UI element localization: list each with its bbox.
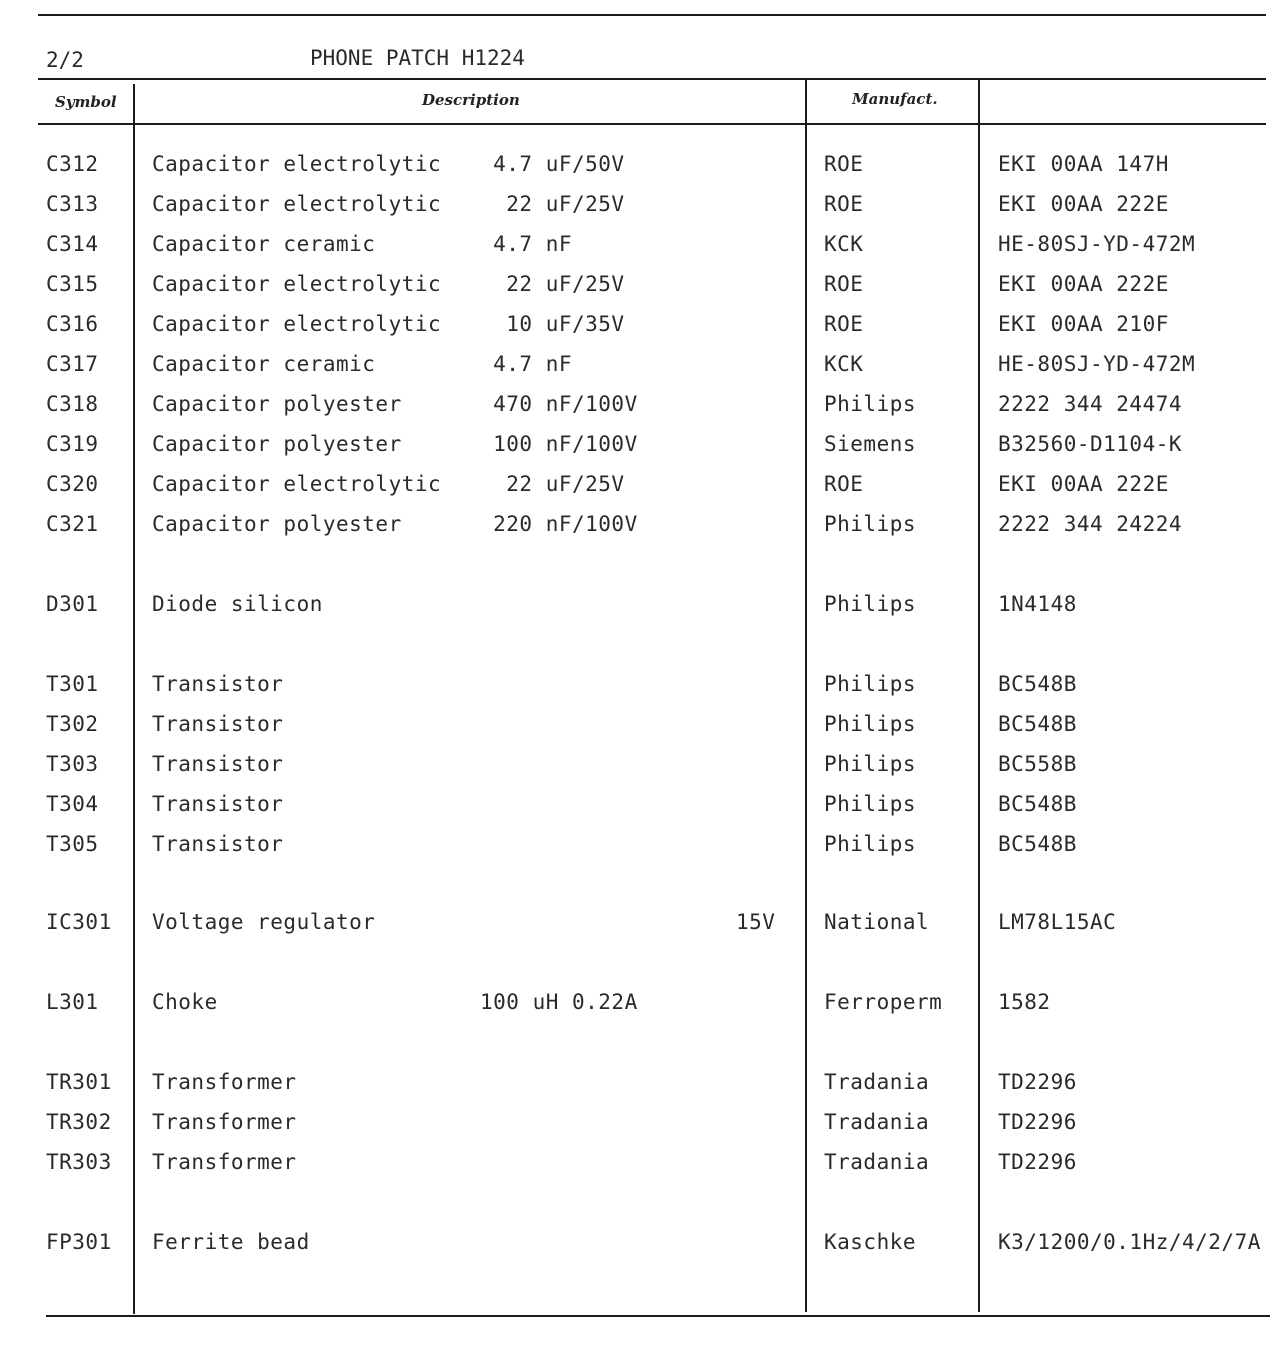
value-cell: 100 nF/100V xyxy=(480,432,638,456)
table-row xyxy=(0,232,1282,272)
value-cell: 22 uF/25V xyxy=(480,272,625,296)
description-cell: Transistor xyxy=(152,752,284,776)
description-cell: Diode silicon xyxy=(152,592,323,616)
part-number-cell: B32560-D1104-K xyxy=(998,432,1183,456)
table-row xyxy=(0,1150,1282,1190)
manufacturer-cell: KCK xyxy=(824,352,864,376)
part-number-cell: EKI 00AA 210F xyxy=(998,312,1169,336)
manufacturer-cell: Ferroperm xyxy=(824,990,943,1014)
part-number-cell: HE-80SJ-YD-472M xyxy=(998,352,1196,376)
description-cell: Ferrite bead xyxy=(152,1230,310,1254)
table-row xyxy=(0,472,1282,512)
description-cell: Transistor xyxy=(152,832,284,856)
description-cell: Capacitor polyester xyxy=(152,392,402,416)
description-cell: Transistor xyxy=(152,672,284,696)
table-row xyxy=(0,192,1282,232)
manufacturer-cell: Philips xyxy=(824,392,917,416)
symbol-cell: C312 xyxy=(46,152,99,176)
symbol-cell: IC301 xyxy=(46,910,112,934)
table-row xyxy=(0,832,1282,872)
value-cell: 100 uH 0.22A xyxy=(480,990,638,1014)
table-row xyxy=(0,432,1282,472)
symbol-cell: C314 xyxy=(46,232,99,256)
manufacturer-cell: National xyxy=(824,910,930,934)
value-cell: 4.7 nF xyxy=(480,352,573,376)
table-row xyxy=(0,152,1282,192)
manufacturer-cell: Philips xyxy=(824,832,917,856)
manufacturer-cell: Philips xyxy=(824,672,917,696)
manufacturer-cell: KCK xyxy=(824,232,864,256)
manufacturer-cell: Philips xyxy=(824,752,917,776)
description-cell: Capacitor ceramic xyxy=(152,352,376,376)
table-row xyxy=(0,910,1282,950)
part-number-cell: BC558B xyxy=(998,752,1077,776)
manufacturer-cell: ROE xyxy=(824,272,864,296)
symbol-cell: TR303 xyxy=(46,1150,112,1174)
value-cell: 22 uF/25V xyxy=(480,472,625,496)
table-row xyxy=(0,272,1282,312)
part-number-cell: TD2296 xyxy=(998,1110,1077,1134)
symbol-cell: T301 xyxy=(46,672,99,696)
table-row xyxy=(0,990,1282,1030)
manufacturer-cell: Philips xyxy=(824,712,917,736)
manufacturer-cell: ROE xyxy=(824,152,864,176)
table-row xyxy=(0,792,1282,832)
description-cell: Choke xyxy=(152,990,218,1014)
bottom-rule xyxy=(46,1315,1270,1317)
symbol-cell: C319 xyxy=(46,432,99,456)
description-cell: Transistor xyxy=(152,712,284,736)
manufacturer-cell: Siemens xyxy=(824,432,917,456)
symbol-cell: TR301 xyxy=(46,1070,112,1094)
symbol-cell: C313 xyxy=(46,192,99,216)
page-number: 2/2 xyxy=(46,48,84,72)
symbol-cell: C317 xyxy=(46,352,99,376)
part-number-cell: TD2296 xyxy=(998,1070,1077,1094)
symbol-cell: D301 xyxy=(46,592,99,616)
manufacturer-cell: Philips xyxy=(824,592,917,616)
value-cell: 15V xyxy=(736,910,776,934)
table-row xyxy=(0,592,1282,632)
part-number-cell: HE-80SJ-YD-472M xyxy=(998,232,1196,256)
table-row xyxy=(0,672,1282,712)
part-number-cell: EKI 00AA 222E xyxy=(998,472,1169,496)
header-top-rule xyxy=(38,78,1266,80)
top-rule xyxy=(38,14,1266,16)
description-cell: Capacitor electrolytic xyxy=(152,272,442,296)
description-cell: Capacitor electrolytic xyxy=(152,312,442,336)
part-number-cell: EKI 00AA 222E xyxy=(998,272,1169,296)
symbol-cell: C321 xyxy=(46,512,99,536)
manufacturer-cell: Philips xyxy=(824,512,917,536)
symbol-cell: C320 xyxy=(46,472,99,496)
table-row xyxy=(0,512,1282,552)
page-title: PHONE PATCH H1224 xyxy=(310,46,525,70)
part-number-cell: TD2296 xyxy=(998,1150,1077,1174)
value-cell: 470 nF/100V xyxy=(480,392,638,416)
symbol-cell: C316 xyxy=(46,312,99,336)
symbol-cell: FP301 xyxy=(46,1230,112,1254)
description-cell: Capacitor electrolytic xyxy=(152,152,442,176)
description-cell: Voltage regulator xyxy=(152,910,376,934)
part-number-cell: BC548B xyxy=(998,672,1077,696)
symbol-cell: L301 xyxy=(46,990,99,1014)
header-bottom-rule xyxy=(38,123,1266,125)
symbol-cell: T304 xyxy=(46,792,99,816)
manufacturer-cell: Kaschke xyxy=(824,1230,917,1254)
description-cell: Capacitor electrolytic xyxy=(152,192,442,216)
part-number-cell: BC548B xyxy=(998,712,1077,736)
header-symbol: Symbol xyxy=(55,93,117,111)
table-row xyxy=(0,392,1282,432)
description-cell: Capacitor electrolytic xyxy=(152,472,442,496)
part-number-cell: K3/1200/0.1Hz/4/2/7A xyxy=(998,1230,1261,1254)
part-number-cell: 1582 xyxy=(998,990,1051,1014)
part-number-cell: LM78L15AC xyxy=(998,910,1117,934)
symbol-cell: T303 xyxy=(46,752,99,776)
description-cell: Capacitor ceramic xyxy=(152,232,376,256)
manufacturer-cell: Tradania xyxy=(824,1150,930,1174)
table-row xyxy=(0,1230,1282,1270)
part-number-cell: BC548B xyxy=(998,832,1077,856)
table-row xyxy=(0,1110,1282,1150)
table-row xyxy=(0,312,1282,352)
description-cell: Transformer xyxy=(152,1150,297,1174)
symbol-cell: C315 xyxy=(46,272,99,296)
part-number-cell: 1N4148 xyxy=(998,592,1077,616)
description-cell: Capacitor polyester xyxy=(152,512,402,536)
part-number-cell: EKI 00AA 222E xyxy=(998,192,1169,216)
manufacturer-cell: ROE xyxy=(824,192,864,216)
manufacturer-cell: ROE xyxy=(824,472,864,496)
value-cell: 10 uF/35V xyxy=(480,312,625,336)
table-row xyxy=(0,352,1282,392)
symbol-cell: T302 xyxy=(46,712,99,736)
part-number-cell: BC548B xyxy=(998,792,1077,816)
description-cell: Transformer xyxy=(152,1070,297,1094)
description-cell: Transistor xyxy=(152,792,284,816)
table-row xyxy=(0,712,1282,752)
header-description: Description xyxy=(422,91,520,109)
value-cell: 4.7 uF/50V xyxy=(480,152,625,176)
value-cell: 220 nF/100V xyxy=(480,512,638,536)
manufacturer-cell: Tradania xyxy=(824,1110,930,1134)
symbol-cell: C318 xyxy=(46,392,99,416)
table-row xyxy=(0,1070,1282,1110)
value-cell: 4.7 nF xyxy=(480,232,573,256)
manufacturer-cell: ROE xyxy=(824,312,864,336)
part-number-cell: 2222 344 24224 xyxy=(998,512,1183,536)
table-row xyxy=(0,752,1282,792)
value-cell: 22 uF/25V xyxy=(480,192,625,216)
description-cell: Capacitor polyester xyxy=(152,432,402,456)
part-number-cell: EKI 00AA 147H xyxy=(998,152,1169,176)
manufacturer-cell: Philips xyxy=(824,792,917,816)
part-number-cell: 2222 344 24474 xyxy=(998,392,1183,416)
description-cell: Transformer xyxy=(152,1110,297,1134)
symbol-cell: TR302 xyxy=(46,1110,112,1134)
manufacturer-cell: Tradania xyxy=(824,1070,930,1094)
symbol-cell: T305 xyxy=(46,832,99,856)
header-manufacturer: Manufact. xyxy=(852,90,938,108)
